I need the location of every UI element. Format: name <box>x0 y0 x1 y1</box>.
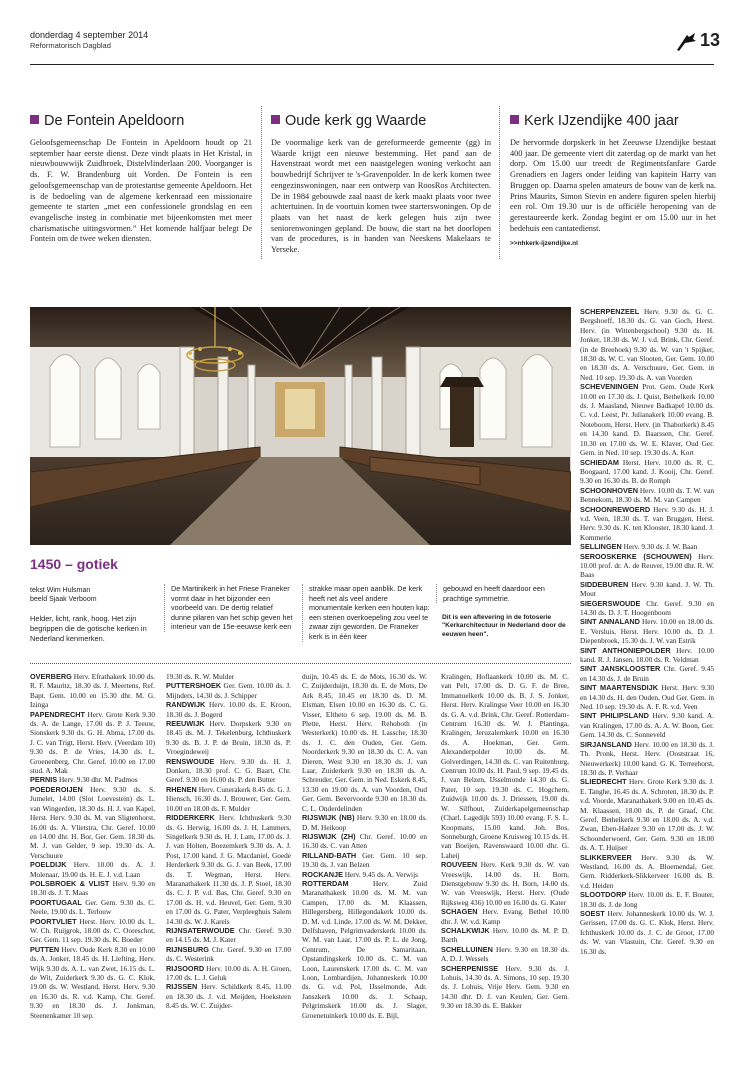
place-name: ROTTERDAM <box>302 878 349 888</box>
place-name: SLOOTDORP <box>580 890 627 900</box>
service-details: Herv. 9.30 en 18.30 ds. J. T. Maas <box>30 878 156 898</box>
service-entry <box>166 681 291 700</box>
service-entry <box>302 813 427 832</box>
place-name: SCHOONREWOERD <box>580 504 651 514</box>
service-entry <box>441 907 569 926</box>
credit-text: tekst Wim Hulsman <box>30 587 91 594</box>
service-list-column-1 <box>30 672 155 1020</box>
service-details: Herst. Herv. 9.30 en 14.30 ds. H. den Ouden, Oud Ger. Gem. in Ned. 10 sep. 19.30 ds. A. F. R. v.d. Veen <box>580 683 714 712</box>
feature-column: De Martinikerk in het Friese Franeker vormt daar in het bijzonder een voorbeeld van. De dertig relatief dunne pilaren van het schip geven het interieur van de 15e-eeuwse kerk een <box>164 584 293 632</box>
story-de-fontein <box>30 112 252 245</box>
service-entry <box>580 505 714 543</box>
service-details: Herv. Dorpskerk 9.30 en 18.45 ds. M. J. Tekelenburg, Ichthuskerk 9.30 ds. B. J. P. de Bruin, 18.30 ds. P. Vroegindeweij <box>166 719 291 757</box>
service-details: Chr. Geref. 9.30 en 14.15 ds. M. J. Kater <box>166 925 291 945</box>
place-name: SCHIEDAM <box>580 457 619 467</box>
service-list-column-5 <box>580 307 714 956</box>
service-entry <box>166 719 291 757</box>
bullet-square-icon <box>271 115 280 124</box>
service-details: Herv. 10.00 ds. E. F. Bouter, 18.30 ds. J. de Jong <box>580 890 714 909</box>
place-name: SELLINGEN <box>580 542 622 552</box>
service-details: Herv. Oude Kerk 8.30 en 10.00 ds. A. Jonker, 18.45 ds. H. Liefting, Herv. Wijk 9.30 ds. A. L. van Zwet, 16.15 ds. L. de Wit, Zuiderkerk 9.30 ds. G. C. Klok, 19.00 ds. W. Westland, Herst. Herv. 9.30 en 16.30 ds. R. v.d. Kamp, Chr. Geref. 9.30 en 18.30 ds. J. Jonkman, Steenenkamer 10 sep. <box>30 944 155 1020</box>
service-entry <box>580 542 714 551</box>
feature-column: gebouwd en heeft daardoor een prachtige symmetrie. <box>436 584 569 603</box>
place-name: RIJNSBURG <box>166 944 209 954</box>
service-entry <box>30 879 155 898</box>
newspaper-logo-icon <box>675 31 697 53</box>
service-entry <box>166 785 291 813</box>
place-name: SCHOONHOVEN <box>580 485 638 495</box>
service-entry <box>580 740 714 778</box>
place-name: SIDDEBUREN <box>580 579 629 589</box>
service-entry <box>580 711 714 739</box>
service-details: duijn, 10.45 ds. E. de Mots, 16.30 ds. W. C. Zuijderduijn, 18.30 ds. E. de Mots, De Ark 8.45, 10.45 en 18.30 ds. D. M. Elsman, Elsen 10.00 en 16.30 ds. C. G. Visser, Eltheto 6 sep. 19.00 ds. M. B. Plette, Herst. Herv. Rehoboth (in Westerkerk) 10.00 ds. H. Lassche, 18.30 ds. J. C. den Ouden, Ger. Gem. Noorderkerk 9.30 en 18.30 ds. C. A. van Dieren, West 9.30 en 18.30 ds. J. van Laar, Zuiderkerk 9.30 en 18.30 ds. A. Schreuder, Ger. Gem. in Ned. Eskerk 8.45, 13.30 en 19.00 ds. A. van Voorden, Oud Ger. Gem. Bevervoorde 9.30 en 18.30 ds. C. L. Onderdelinden <box>302 672 427 813</box>
service-entry <box>166 964 291 983</box>
service-details: Herv. 10.00 kand. R. J. Jansen, 18.00 ds. R. Veldman <box>580 645 714 665</box>
service-list-column-2 <box>166 672 291 1011</box>
service-entry <box>30 785 155 860</box>
place-name: SOEST <box>580 909 605 918</box>
service-details: Prot. Gem. Oude Kerk 10.00 en 17.30 ds. J. Quist, Bethelkerk 10.00 ds. J. Maasland, Nieuwe Badkapel 10.00 ds. C. v.d. Leest, Pr. Julianakerk 10.00 evang. B. Noteboom, Herst. Herv. (in Thaborkerk) 8.45 en 14.30 kand. D. Baarssen, Chr. Geref. 10.30 en 17.00 ds. W. E. Klaver, Oud Ger. Gem. in Ned. 10 sep. 19.30 ds. A. Kort <box>580 382 714 458</box>
service-details: Herv. 9.30 ds. W. Westland, 16.00 ds. A. Bloemendal, Ger. Gem. Ridderkerk-Slikkerveer 16.00 ds. B. v.d. Heiden <box>580 852 714 890</box>
service-details: Herv. 9.30 ds. G. C. Bergshoeff, 18.30 ds. G. van Goch, Herst. Herv. (in Wittenbergschool) 9.30 ds. H. Jonker, 18.30 ds. W. J. v.d. Brink, Chr. Geref. (in de Breehoek) 9.30 ds. W. van 't Spijker, 18.30 ds. W. C. van Slooten, Ger. Gem. 10.00 en 18.30 ds. A. Verschuure, Ger. Gem. in Ned. 10 sep. 19.30 ds. A. van Voorden <box>580 307 714 382</box>
service-entry <box>580 683 714 711</box>
service-details: Herv. 9.30 kand. J. W. Th. Mout <box>580 579 714 599</box>
story-body: De hervormde dorpskerk in het Zeeuwse IJzendijke bestaat 400 jaar. De gemeente viert dit zaterdag op de markt van het dorp. Om 15.00 uur treedt de Regimentsfanfare Garde Grenadiers en Jagers onder leiding van kapitein Harry van Bruggen op. Daarna spelen amateurs de bouw van de kerk na. Prins Maurits, Simon Stevin en andere figuren spelen hierbij een rol. Om 19.30 uur is de officiële heropening van de gerestaureerde kerk. Zondag begint er om 15.00 uur in het bedehuis een cantatedienst. <box>510 138 716 233</box>
story-body: De voormalige kerk van de gereformeerde gemeente (gg) in Waarde krijgt een nieuwe bestemming. Het pand aan de Havenstraat wordt met een naastgelegen woning verkocht aan bouwbedrijf Schrijver te 's-Gravenpolder. In de kerk komen twee eengezinswoningen, naar een ontwerp van RoosRos Architecten. De in 1984 gebouwde zaal naast de kerk maakt plaats voor twee achtertuinen. In de voortuin komen twee starterswoningen. Op de plaats van het naast de kerk gelegen huis zijn twee seniorenwoningen gepland. De bouw, die start na het doorlopen van de procedures, is in handen van Neeskens Makelaars te Yerseke. <box>271 138 491 255</box>
service-entry <box>30 860 155 879</box>
service-details: Herv. 10.00 ds. T. W. van Bennekom, 18.30 ds. M. M. van Campen <box>580 485 714 505</box>
place-name: RIJSSEN <box>166 982 198 992</box>
service-entry <box>580 580 714 599</box>
place-name: SLIKKERVEER <box>580 852 632 862</box>
service-entry <box>580 307 714 382</box>
series-note: Dit is een aflevering in de fotoserie "Kerkarchitectuur in Nederland door de eeuwen heen". <box>442 614 566 638</box>
service-entry <box>580 599 714 618</box>
place-name: PERNIS <box>30 775 58 785</box>
place-name: SINT JANSKLOOSTER <box>580 664 661 674</box>
service-entry <box>441 964 569 1011</box>
service-details: Herv. 9.30 ds. H. J. Donken, 18.30 prof. C. G. Baart, Chr. Geref. 9.30 en 16.00 ds. P. den Butter <box>166 756 291 785</box>
place-name: RIJSOORD <box>166 963 205 973</box>
service-details: Herv. 10.00 ds. A. J. Molenaar, 19.00 ds. H. E. J. v.d. Laan <box>30 860 155 879</box>
service-entry <box>580 664 714 683</box>
place-name: REEUWIJK <box>166 719 205 729</box>
place-name: SIRJANSLAND <box>580 739 632 749</box>
service-details: Chr. Geref. 9.45 en 14.30 ds. J. de Bruin <box>580 664 714 683</box>
service-details: Herv. Kerk 9.30 ds. W. van Vreeswijk, 14.00 ds. H. Born, Dienstgebouw 9.30 ds. H. Born, 14.00 ds. W. van Vreeswijk, Herst. Herv. (Oude Rijksweg 436) 10.00 en 16.00 ds. G. Kater <box>441 860 569 907</box>
place-name: RENSWOUDE <box>166 756 215 766</box>
column-divider <box>499 106 500 259</box>
service-details: Herv. 9.30 en 18.30 ds. A. D. J. Wessels <box>441 944 569 964</box>
bullet-square-icon <box>510 115 519 124</box>
place-name: SINT ANNALAND <box>580 617 640 627</box>
place-name: RHENEN <box>166 784 197 794</box>
service-details: Chr. Geref. 10.00 en 16.30 ds. C. van Atten <box>302 831 427 851</box>
service-entry <box>30 898 155 917</box>
service-entry <box>580 458 714 486</box>
service-details: Herv. Efrathakerk 10.00 ds. R. F. Mauritz, 18.30 ds. J. Meertens, Ref. Bapt. Gem. 10.00 en 15.30 dhr. M. G. Izinga <box>30 672 155 710</box>
masthead <box>30 30 721 60</box>
service-details: Herv. 9.30 ds. S. Jumelet, 14.00 (Slot Loevestein) ds. L. van Wingerden, 18.30 ds. H. J. van Kapel, Herst. Herv. 9.30 ds. M. van Sligtenhorst, 16.00 ds. A. Vlietstra, Chr. Geref. 10.00 en 14.00 dhr. H. Bor, Ger. Gem. 18.30 ds. M. J. van Gelder, 9 sep. 19.30 ds. A. Verschuure <box>30 784 155 860</box>
place-name: OVERBERG <box>30 672 72 681</box>
service-details: Ger. Gem. 10 sep. 19.30 ds. J. van Belzen <box>302 850 427 870</box>
service-entry <box>30 917 155 945</box>
service-entry <box>580 617 714 645</box>
service-entry <box>166 982 291 1010</box>
story-body: Geloofsgemeenschap De Fontein in Apeldoorn houdt op 21 september haar eerste dienst. Deze vindt plaats in Het Kristal, in nieuwbouwwijk Zuidbroek, Distelvlinderlaan 200. Voorganger is ds. F. W. Brandenburg uit Vorden. De Fontein is een geloofsgemeenschap van de protestantse gemeente Apeldoorn. Het is de bedoeling van de algemene kerkenraad een missionaire gemeente te starten „met een confessionele grondslag en een evangelische insteg in combinatie met bijeenkomsten met meer charismatische uitingsvormen.” Het komende halfjaar belegt De Fontein om de twee weken diensten. <box>30 138 252 244</box>
feature-intro: Helder, licht, rank, hoog. Het zijn begrippen die de gotische kerken in Nederland kenmerken. <box>30 614 147 643</box>
feature-credits <box>30 586 97 604</box>
service-details: Herv. Cunerakerk 8.45 ds. G. J. Hiensch, 16.30 ds. J. Brouwer, Ger. Gem. 10.00 en 18.00 ds. F. Mulder <box>166 784 291 813</box>
service-details: Herst. Herv. 10.00 ds. L. W. Ch. Ruijgrok, 18.00 ds. C. Ooreschot, Ger. Gem. 11 sep. 19.30 ds. K. Boeder <box>30 916 155 945</box>
place-name: RIJNSATERWOUDE <box>166 925 235 935</box>
service-entry <box>166 700 291 719</box>
service-entry <box>302 870 427 879</box>
issue-date: donderdag 4 september 2014 <box>30 30 149 40</box>
service-list-column-4 <box>441 672 569 1011</box>
credit-photo: beeld Sjaak Verboom <box>30 596 97 603</box>
service-details: Herv. Schildkerk 8.45, 11.00 en 18.30 ds. J. v.d. Meijden, Hoeksteen 8.45 ds. W. C. Zuijder- <box>166 982 291 1011</box>
place-name: RIJSWIJK (NB) <box>302 813 355 823</box>
service-list-column-3 <box>302 672 427 1020</box>
service-details: Chr. Geref. 9.30 en 14.30 ds. D. J. T. Hoogenboom <box>580 598 714 617</box>
place-name: SCHALKWIJK <box>441 925 490 935</box>
story-title: Kerk IJzendijke 400 jaar <box>510 112 716 130</box>
service-entry <box>166 672 291 681</box>
service-entry <box>166 945 291 964</box>
service-details: Herv. 10.00 en 18.00 ds. E. Versluis, Herst. Herv. 10.00 ds. D. J. Diepenbroek, 15.30 ds. J. W. van Estrik <box>580 617 714 646</box>
place-name: SIEGERSWOUDE <box>580 598 641 608</box>
place-name: PUTTEN <box>30 944 60 954</box>
service-details: Herst. Herv. 10.00 ds. R. C. Boogaard, 17.00 kand. J. Kooij, Chr. Geref. 9.30 en 16.30 ds. B. de Romph <box>580 457 714 486</box>
service-entry <box>580 486 714 505</box>
place-name: POELDIJK <box>30 860 67 870</box>
place-name: POORTUGAAL <box>30 897 82 907</box>
service-details: Herv. 10.00 ds. E. Kroon, 18.30 ds. J. Bogerd <box>166 700 291 719</box>
service-details: Herv. 9.30 dhr. M. Padmos <box>57 775 138 785</box>
place-name: SCHERPENISSE <box>441 963 499 973</box>
column-divider <box>261 106 262 259</box>
service-details: Ger. Gem. 10.00 ds. J. Mijnders, 14.30 ds. J. Schipper <box>166 681 291 700</box>
service-entry <box>302 672 427 813</box>
service-entry <box>580 853 714 891</box>
service-entry <box>30 775 155 784</box>
service-details: Herv. 10.00 ds. M. P. D. Barth <box>441 925 569 945</box>
service-entry <box>580 382 714 457</box>
service-details: Herv. 9.45 ds. A. Verwijs <box>342 869 418 879</box>
header-rule <box>30 64 714 65</box>
service-details: Herv. 9.30 kand. A. van Kralingen, 17.00 ds. A. A. W. Boon, Ger. Gem. 14.30 ds. C. Sonneveld <box>580 711 715 740</box>
place-name: RANDWIJK <box>166 700 206 710</box>
place-name: POEDEROIJEN <box>30 784 83 794</box>
service-details: Kralingen, Hoflaankerk 10.00 ds. M. C. van Pelt, 17.00 ds. D. G. F. de Bree, Immanuelkerk 10.00 ds. B. J. S. Jonker, Herst. Herv. Kralingse Veer 10.00 en 16.30 ds. G. A. v.d. Brink, Chr. Geref. Rotterdam-Centrum 16.30 ds. W. J. Plantinga, Kralingen, Jeruzalemkerk 10.00 en 16.30 ds. A. Hoekman, Ger. Gem. Alexanderpolder 10.00 ds. M. Golverdingen, 14.30 ds. C. van Ruitenburg, Centrum 10.00 ds. H. Paul, 9 sep. 19.45 ds. J. van Belzen, IJsselmonde 14.30 ds. G. Pater, 10 sep. 19.30 ds. C. Hogchem, Zuidwijk 10.00 ds. J. Driessen, 19.00 ds. W. Silfhout, Zuiderkapelgemeenschap (Charl. Lagedijk 593) 10.00 evang. F. S. L. Koopmans, 15.00 kand. Joh. Bos, Sonneburgh, Groene Kruisweg 10.15 ds. H. van Boeijen, Ravenswaard 10.00 dhr. G. Laheij <box>441 672 569 860</box>
story-oude-kerk-waarde <box>271 112 491 256</box>
feature-column: strakke maar open aanblik. De kerk heeft net als veel andere monumentale kerken een houten kap: een stenen overkoepeling zou veel te zwaar zijn geworden. De Franeker kerk is in één keer <box>302 584 431 642</box>
bullet-square-icon <box>30 115 39 124</box>
service-entry <box>166 926 291 945</box>
place-name: SCHERPENZEEL <box>580 307 640 316</box>
service-entry <box>580 646 714 665</box>
website-link[interactable]: >>nhkerk-ijzendijke.nl <box>510 240 578 248</box>
service-entry <box>580 777 714 852</box>
place-name: SLIEDRECHT <box>580 777 627 787</box>
service-entry <box>441 926 569 945</box>
service-entry <box>441 945 569 964</box>
service-details: Herv. 10.00 en 18.30 ds. J. Th. Pronk, Herst. Herv. (Ooststraat 16, Nieuwerkerk) 10.00 kand. G. K. Terreehorst, 18.30 ds. P. Verhaar <box>580 739 714 777</box>
publication-name: Reformatorisch Dagblad <box>30 41 111 50</box>
place-name: POORTVLIET <box>30 916 77 926</box>
place-name: ROUVEEN <box>441 860 478 870</box>
place-name: RILLAND-BATH <box>302 850 357 860</box>
place-name: SCHEVENINGEN <box>580 382 639 392</box>
page-number: 13 <box>700 30 721 50</box>
service-entry <box>441 860 569 907</box>
service-details: Herv. 10.00 prof. dr. A. de Reuver, 19.00 dhr. R. W. Baas <box>580 551 715 580</box>
service-details: Herv. Evang. Bethel 10.00 dhr. J. W. v.d. Kamp <box>441 907 569 926</box>
place-name: ROCKANJE <box>302 869 343 879</box>
service-entry <box>166 813 291 926</box>
service-entry <box>580 552 714 580</box>
service-entry <box>30 945 155 1020</box>
service-entry <box>302 851 427 870</box>
service-details: 19.30 ds. R. W. Mulder <box>166 672 235 681</box>
service-details: Herv. 9.30 ds. J. W. Baan <box>621 542 698 552</box>
place-name: SCHAGEN <box>441 907 478 917</box>
service-details: Herv. Grote Kerk 9.30 ds. A. de Lange, 17.00 ds. P. J. Teeuw, Sionskerk 9.30 ds. G. H. Abma, 17.00 ds. J. C. van Trigt, Herst. Herv. (Veerdam 10) 9.30 ds. P. de Vries, 14.30 ds. L. Groenenberg, Chr. Geref. 10.00 en 17.00 stud. A. Mak <box>30 709 155 776</box>
service-entry <box>302 832 427 851</box>
story-title: De Fontein Apeldoorn <box>30 112 252 130</box>
service-details: Herv. Zuid Maranathakerk 10.00 ds. M. M. van Campen, 17.00 ds. M. Klaassen, Hillegersberg, Hillegondakerk 10.00 ds. D. M. v.d. Linde, 17.00 ds. W. M. Dekker, Delfshaven, Pelgrimvaderskerk 10.00 ds. W. M. van Laar, 17.00 ds. P. L. de Jong, Centrum, De Samaritaan, Opstandingskerk 10.00 ds. C. M. van Loon, Laurenskerk 17.00 ds. C. M. van Loon, Lombardijen, Johanneskerk 10.00 ds. G. v.d. Pol, IJsselmonde, Adr. Janszkerk 10.00 ds. J. Schaap, Pelgrimskerk 10.00 ds. J. Slager, Groenetuinkerk 10.00 ds. E. Bijl, <box>302 878 427 1020</box>
service-entry <box>441 672 569 860</box>
service-entry <box>166 757 291 785</box>
place-name: PUTTERSHOEK <box>166 681 222 691</box>
service-details: Herv. 9.30 ds. H. J. v.d. Veen, 18.30 ds. T. van Bruggen, Herst. Herv. 9.30 ds. K. ten Klooster, 18.30 kand. J. Kommerie <box>580 504 714 542</box>
place-name: RIDDERKERK <box>166 813 215 823</box>
place-name: POLSBROEK & VLIST <box>30 878 110 888</box>
service-details: Ger. Gem. 9.30 ds. C. Neele, 19.00 ds. L. Terlouw <box>30 897 155 917</box>
place-name: SEROOSKERKE (SCHOUWEN) <box>580 551 692 561</box>
story-title: Oude kerk gg Waarde <box>271 112 491 130</box>
service-details: Herv. Johanneskerk 10.00 ds. W. J. Gerissen, 17.00 ds. G. C. Klok, Herst. Herv. Ichthuskerk 10.00 ds. J. C. de Groot, 17.00 ds. W. van Vlastuin, Chr. Geref. 9.30 en 16.30 ds. <box>580 909 714 956</box>
place-name: SCHELLUINEN <box>441 944 493 954</box>
service-details: Herv. 9.30 ds. J. Lohuis, 14.30 ds. A. Simons, 10 sep. 19.30 ds. J. Lohuis, Vrije Herv. Gem. 9.30 en 14.30 dhr. D. J. van Keulen, Ger. Gem. 9.30 en 18.30 ds. E. Bakker <box>441 963 569 1011</box>
service-entry <box>302 879 427 1020</box>
place-name: RIJSWIJK (ZH) <box>302 831 356 841</box>
caption-rule <box>30 663 571 665</box>
service-details: Herv. 10.00 ds. A. H. Groen, 17.00 ds. L. J. Geluk <box>166 963 291 982</box>
church-interior-photo <box>30 307 571 545</box>
service-entry <box>580 909 714 956</box>
place-name: SINT PHILIPSLAND <box>580 711 649 721</box>
service-details: Herv. 9.30 en 18.00 ds. D. M. Heikoop <box>302 813 427 832</box>
story-kerk-ijzendijke <box>510 112 716 247</box>
place-name: SINT MAARTENSDIJK <box>580 683 659 693</box>
service-entry <box>580 890 714 909</box>
service-details: Herv. Grote Kerk 9.30 ds. J. E. Tanghe, 16.45 ds. A. Schroten, 18.30 ds. P. v.d. Voorde, Maranathakerk 9.00 en 10.45 ds. M. Klaassen, 18.00 ds. P. de Graaf, Chr. Geref. Bethelkerk 9.30 en 18.00 ds. A. v.d. Zwan, Eben-Haëzer 9.30 en 17.00 ds. J. W. Schoonderwoerd, Ger. Gem. 9.30 en 18.00 ds. A. T. Huijser <box>580 777 714 853</box>
service-details: Chr. Geref. 9.30 en 17.00 ds. C. Westerink <box>166 944 291 964</box>
feature-title: 1450 – gotiek <box>30 556 118 572</box>
service-details: Herv. Ichthuskerk 9.30 ds. G. Herwig, 16.00 ds. J. H. Lammers, Singelkerk 9.30 ds. H. J. Lam, 17.00 ds. J. J. van Holten, Boezemkerk 9.30 ds. A. J. Post, 17.00 kand. J. G. Macdaniel, Goede Herderkerk 9.30 ds. G. J. van Beek, 17.00 ds. T. Wegman, Herst. Herv. Maranathakerk 11.30 ds. J. P. Stoel, 18.30 ds. C. J. P. v.d. Bas, Chr. Geref. 9.30 en 17.00 ds. H. v.d. Heuvel, Ger. Gem. 9.30 en 17.00 ds. G. Pater, Verpleeghuis Salem 14.30 ds. W. J. Karels <box>166 813 291 926</box>
place-name: SINT ANTHONIEPOLDER <box>580 645 671 655</box>
place-name: PAPENDRECHT <box>30 709 86 719</box>
service-entry <box>30 672 155 710</box>
service-entry <box>30 710 155 776</box>
